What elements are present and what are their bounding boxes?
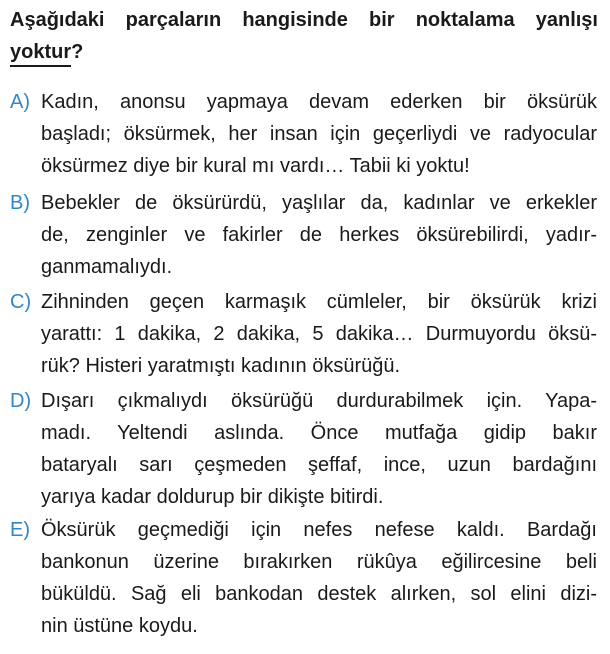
option-d-line-3: bataryalı sarı çeşmeden şeffaf, ince, uzun bardağını [41,454,597,476]
underlined-keyword: yoktur [10,39,71,67]
option-c-line-2: yarattı: 1 dakika, 2 dakika, 5 dakika… Durmuyordu öksü- [41,323,597,345]
option-c-text [41,286,597,382]
option-d-line-4: yarıya kadar doldurup bir dikişte bitirdi. [41,486,384,508]
option-a-letter: A) [10,91,30,113]
option-a-line-2: başladı; öksürmek, her insan için geçerliydi ve radyocular [41,123,597,145]
option-c-letter: C) [10,291,32,313]
option-b-text [41,187,597,283]
option-a-line-3: öksürmez diye bir kural mı vardı… Tabii ki yoktu! [41,155,470,177]
option-e-line-2: bankonun üzerine bırakırken rükûya eğilircesine beli [41,551,597,573]
question-line-1: Aşağıdaki parçaların hangisinde bir noktalama yanlışı [10,9,598,31]
option-c-line-3: rük? Histeri yaratmıştı kadının öksürüğü. [41,355,401,377]
option-d-line-2: madı. Yeltendi aslında. Önce mutfağa gidip bakır [41,422,597,444]
option-d-text [41,385,597,513]
question-mark: ? [71,41,84,63]
option-e-letter: E) [10,519,30,541]
option-b-line-2: de, zenginler ve fakirler de herkes öksürebilirdi, yadır- [41,224,597,246]
option-c-line-1: Zihninden geçen karmaşık cümleler, bir öksürük krizi [41,291,597,313]
option-b-line-3: ganmamalıydı. [41,256,173,278]
option-b-letter: B) [10,192,30,214]
option-a-line-1: Kadın, anonsu yapmaya devam ederken bir öksürük [41,91,597,113]
option-e-line-1: Öksürük geçmediği için nefes nefese kaldı. Bardağı [41,519,597,541]
option-e-line-4: nin üstüne koydu. [41,615,198,637]
question-line-2 [10,36,598,68]
option-a-text [41,86,597,182]
option-e-text [41,514,597,642]
option-d-line-1: Dışarı çıkmalıydı öksürüğü durdurabilmek için. Yapa- [41,390,597,412]
question-stem [10,4,598,68]
option-e-line-3: büküldü. Sağ eli bankodan destek alırken, sol elini dizi- [41,583,597,605]
option-d-letter: D) [10,390,32,412]
option-b-line-1: Bebekler de öksürürdü, yaşlılar da, kadınlar ve erkekler [41,192,597,214]
